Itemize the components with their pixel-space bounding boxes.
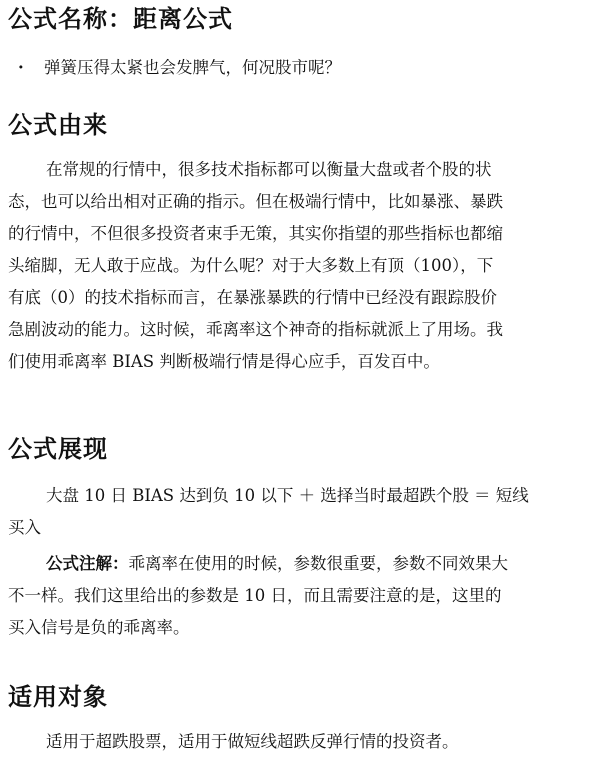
display-heading: 公式展现 [8, 435, 108, 463]
display-formula-line: 大盘 10 日 BIAS 达到负 10 以下 ＋ 选择当时最超跌个股 ＝ 短线 [46, 486, 529, 505]
note-line [8, 548, 598, 580]
target-paragraph [8, 726, 598, 758]
bullet-icon: · [18, 58, 24, 77]
note-paragraph [8, 548, 598, 644]
note-line: 不一样。我们这里给出的参数是 10 日，而且需要注意的是，这里的 [8, 586, 502, 605]
origin-line: 在常规的行情中，很多技术指标都可以衡量大盘或者个股的状 [46, 160, 492, 179]
bullet-text: 弹簧压得太紧也会发脾气，何况股市呢？ [44, 58, 341, 77]
formula-title: 公式名称：距离公式 [8, 5, 233, 33]
display-paragraph [8, 480, 598, 544]
target-heading: 适用对象 [8, 683, 108, 711]
bullet-quote [18, 56, 341, 80]
origin-line: 头缩脚，无人敢于应战。为什么呢？对于大多数上有顶（100），下 [8, 256, 494, 275]
origin-line: 的行情中，不但很多投资者束手无策，其实你指望的那些指标也都缩 [8, 224, 503, 243]
origin-line: 们使用乖离率 BIAS 判断极端行情是得心应手，百发百中。 [8, 352, 440, 371]
note-label: 公式注解： [46, 554, 129, 573]
display-formula-line: 买入 [8, 518, 41, 537]
origin-paragraph [8, 154, 598, 378]
origin-line: 有底（0）的技术指标而言，在暴涨暴跌的行情中已经没有跟踪股价 [8, 288, 497, 307]
target-line: 适用于超跌股票，适用于做短线超跌反弹行情的投资者。 [46, 732, 459, 751]
note-text: 乖离率在使用的时候，参数很重要，参数不同效果大 [128, 554, 508, 573]
origin-heading: 公式由来 [8, 111, 108, 139]
origin-line: 态，也可以给出相对正确的指示。但在极端行情中，比如暴涨、暴跌 [8, 192, 503, 211]
origin-line: 急剧波动的能力。这时候，乖离率这个神奇的指标就派上了用场。我 [8, 320, 503, 339]
note-line: 买入信号是负的乖离率。 [8, 618, 190, 637]
